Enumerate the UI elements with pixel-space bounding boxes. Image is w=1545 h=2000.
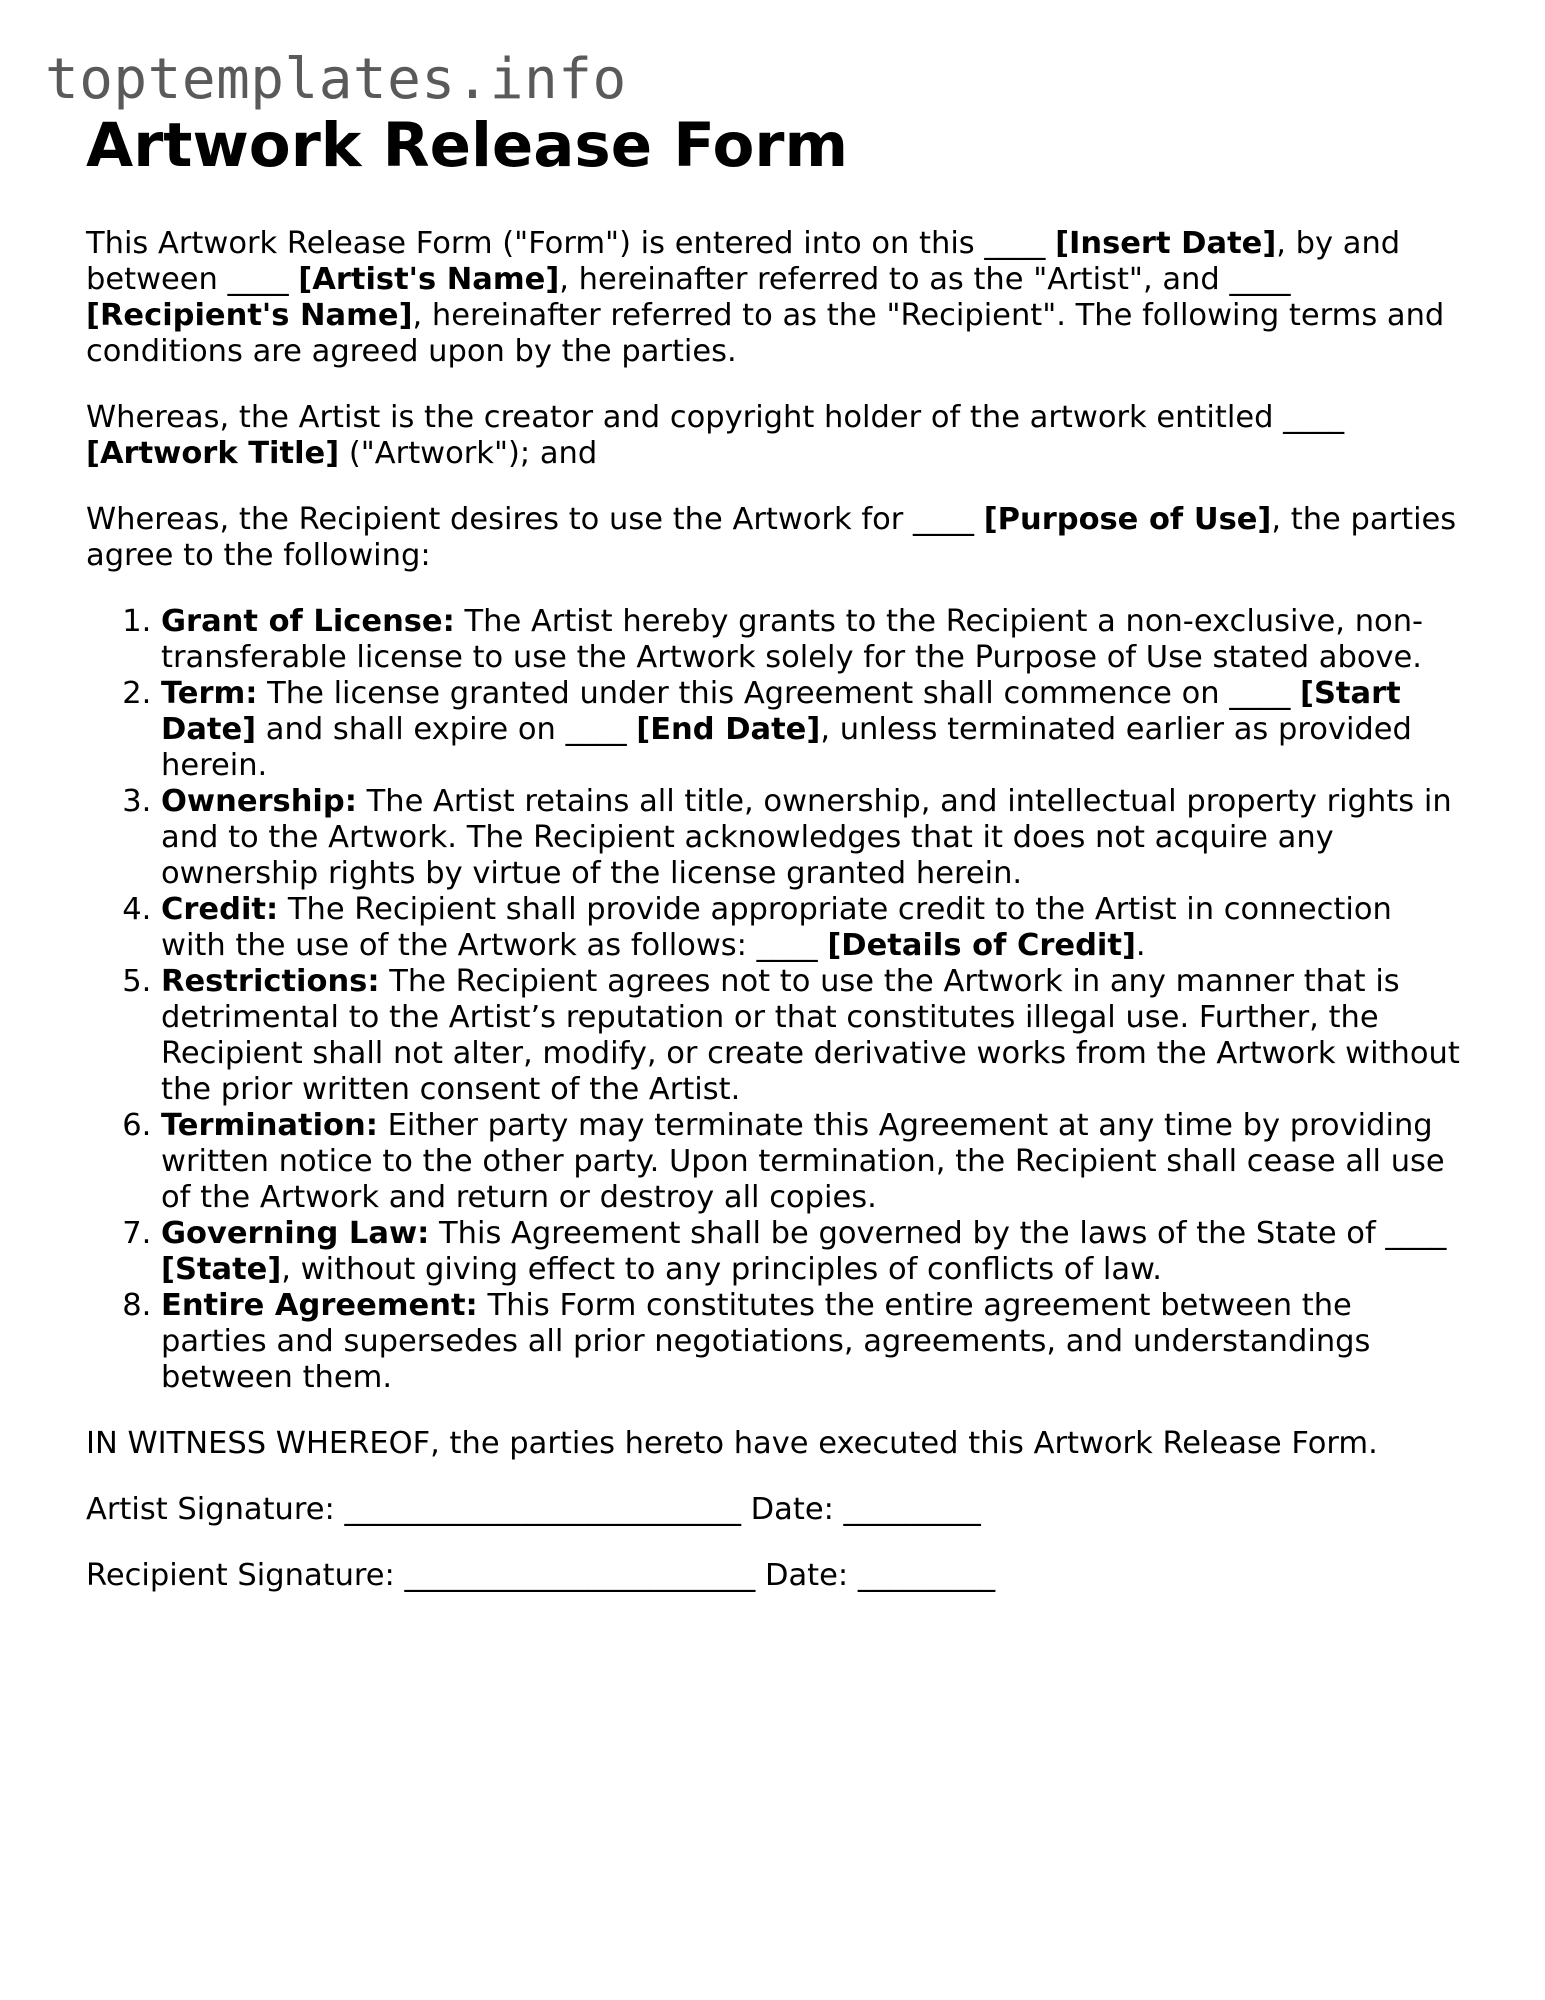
terms-list [86,604,1466,1396]
blank-line: ____ [227,262,289,297]
placeholder-insert-date: [Insert Date] [1055,226,1277,261]
term-restrictions: 5. Restrictions: The Recipient agrees not to use the Artwork in any manner that is detrimental to the Artist’s reputation or that constitutes illegal use. Further, the Recipient shall not alter, modify, or create derivative works from the Artwork without the prior written consent of the Artist. [161,964,1466,1108]
term-term: 2. Term: The license granted under this Agreement shall commence on ____ [Start Date] and shall expire on ____ [End Date], unless terminated earlier as provided herein. [161,676,1466,784]
term-governing-law: 7. Governing Law: This Agreement shall be governed by the laws of the State of ____ [State], without giving effect to any principles of conflicts of law. [161,1216,1466,1288]
term-termination: 6. Termination: Either party may terminate this Agreement at any time by providing written notice to the other party. Upon termination, the Recipient shall cease all use of the Artwork and return or destroy all copies. [161,1108,1466,1216]
placeholder-artist-name: [Artist's Name] [298,262,560,297]
term-entire-agreement: 8. Entire Agreement: This Form constitutes the entire agreement between the parties and supersedes all prior negotiations, agreements, and understandings between them. [161,1288,1466,1396]
blank-line: ____ [912,502,974,537]
watermark: toptemplates.info [45,47,627,112]
witness-statement: IN WITNESS WHEREOF, the parties hereto have executed this Artwork Release Form. [86,1426,1378,1461]
artist-signature-line: Artist Signature: __________________________ Date: _________ [86,1492,981,1527]
placeholder-recipient-name: [Recipient's Name] [86,298,413,333]
blank-line: ____ [984,226,1046,261]
whereas-artist-paragraph: Whereas, the Artist is the creator and copyright holder of the artwork entitled ____ [Artwork Title] ("Artwork"); and [86,400,1345,471]
placeholder-artwork-title: [Artwork Title] [86,436,340,471]
placeholder-details-of-credit: [Details of Credit] [827,928,1136,963]
document-body [86,226,1466,1594]
placeholder-start-date: [Start Date] [161,676,1401,747]
blank-line: ____ [565,712,627,747]
term-grant-of-license: 1. Grant of License: The Artist hereby grants to the Recipient a non-exclusive, non-transferable license to use the Artwork solely for the Purpose of Use stated above. [161,604,1466,676]
blank-line: ____ [756,928,818,963]
recipient-signature-line: Recipient Signature: _______________________ Date: _________ [86,1558,996,1593]
document-title: Artwork Release Form [86,110,849,181]
placeholder-state: [State] [161,1252,282,1287]
blank-line: ____ [1229,262,1291,297]
intro-paragraph: This Artwork Release Form ("Form") is entered into on this ____ [Insert Date], by and between ____ [Artist's Name], hereinafter referred to as the "Artist", and ____ [Recipient's Name], hereinafter referred to as the "Recipient". The following terms and conditions are agreed upon by the parties. [86,226,1445,369]
term-credit: 4. Credit: The Recipient shall provide appropriate credit to the Artist in connection with the use of the Artwork as follows: ____ [Details of Credit]. [161,892,1466,964]
blank-line: ____ [1229,676,1291,711]
blank-line: ____ [1385,1216,1447,1251]
document-page [86,110,1466,1594]
blank-line: ____ [1283,400,1345,435]
term-ownership: 3. Ownership: The Artist retains all title, ownership, and intellectual property rights in and to the Artwork. The Recipient acknowledges that it does not acquire any ownership rights by virtue of the license granted herein. [161,784,1466,892]
whereas-recipient-paragraph: Whereas, the Recipient desires to use the Artwork for ____ [Purpose of Use], the parties agree to the following: [86,502,1457,573]
placeholder-end-date: [End Date] [636,712,821,747]
placeholder-purpose-of-use: [Purpose of Use] [983,502,1272,537]
